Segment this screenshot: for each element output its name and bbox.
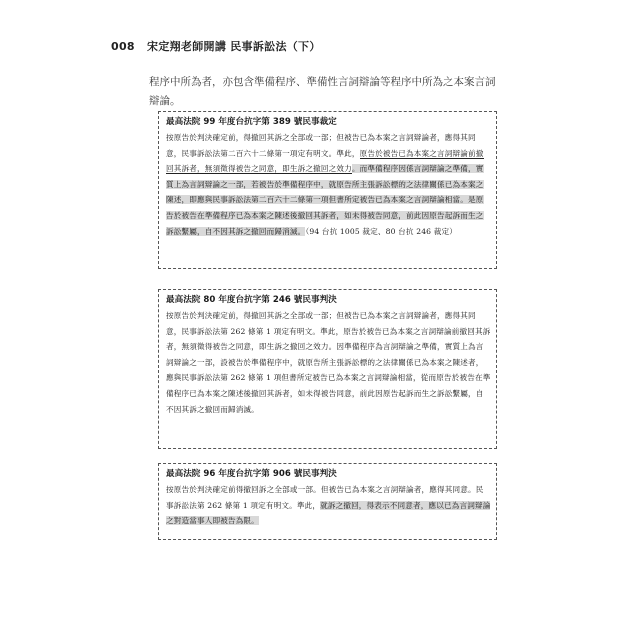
running-head [111,38,321,54]
case-body [166,482,491,529]
citation-text: （94 台抗 1005 裁定、80 台抗 246 裁定） [305,226,457,236]
case-box-3 [158,463,497,540]
page-number: 008 [111,40,135,53]
book-title: 宋定翔老師開講 民事訴訟法（下） [147,40,321,53]
highlighted-text: 就訴之撤回，得表示不同意者，應以已為言詞辯論之對造當事人即被告為限。 [166,500,491,526]
case-text: 按原告於判決確定前得撤回訴之全部或一部。但被告已為本案之言詞辯論者，應得其同意。民事訴訟法第 262 條第 1 項定有明文。準此， [166,485,484,510]
case-box-2 [158,289,497,449]
case-title: 最高法院 80 年度台抗字第 246 號民事判決 [166,295,337,305]
case-box-1 [158,111,497,269]
case-text: 按原告於判決確定前，得撤回其訴之全部或一部；但被告已為本案之言詞辯論者，應得其同意，民事訴訟法第二百六十二條第一項定有明文。準此， [166,133,476,158]
intro-paragraph: 程序中所為者，亦包含準備程序、準備性言詞辯論等程序中所為之本案言詞辯論。 [149,76,496,107]
highlighted-text: 。而準備程序因係言詞辯論之準備，實質上為言詞辯論之一部，若被告於準備程序中，就原告所主張訴訟標的之法律關係已為本案之陳述，即應與民事訴訟法第二百六十二條第一項但書所定被告已為本案之言詞辯論相當。是原告於被告在準備程序已為本案之陳述後撤回其訴者，如未得被告同意，前此因原告起訴而生之訴訟繫屬，自不因其訴之撤回而歸消滅。 [166,164,484,236]
case-body [166,130,491,239]
case-title: 最高法院 96 年度台抗字第 906 號民事判決 [166,469,337,479]
case-body [166,308,491,417]
case-text: 按原告於判決確定前，得撤回其訴之全部或一部；但被告已為本案之言詞辯論者，應得其同意，民事訴訟法第 262 條第 1 項定有明文。準此，原告於被告已為本案之言詞辯論前撤回其訴者，無須徵得被告之同意，即生訴之撤回之效力。因準備程序為言詞辯論之準備，實質上為言詞辯論之一部，設被告於準備程序中，就原告所主張訴訟標的之法律關係已為本案之陳述者，應與民事訴訟法第 262 條第 1 項但書所定被告已為本案之言詞辯論相當，從而原告於被告在準備程序已為本案之陳述後撤回其訴者，如未得被告同意，前此因原告起訴而生之訴訟繫屬，自不因其訴之撤回而歸消滅。 [166,311,491,414]
case-title: 最高法院 99 年度台抗字第 389 號民事裁定 [166,117,337,127]
underlined-text: 原告於被告已為本案之言詞辯論前撤回其訴者，無須徵得被告之同意，即生訴之撤回之效力 [166,148,484,174]
